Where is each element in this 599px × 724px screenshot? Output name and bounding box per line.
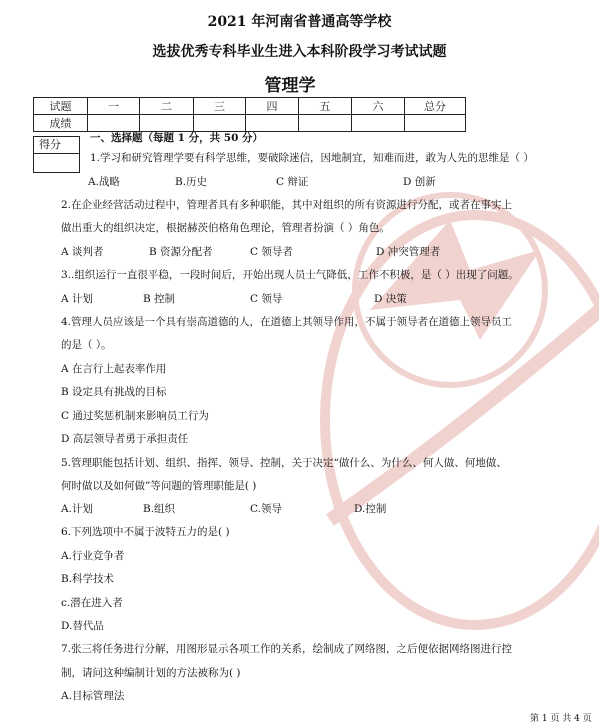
seal-swoosh: [330, 310, 599, 520]
question-5-stem-line2: 何时做以及如何做”等问题的管理职能是( ): [61, 480, 257, 492]
score-header-cell: 试题: [34, 98, 88, 115]
score-header-cell: 总分: [405, 98, 466, 115]
q6-option-c: c.潜在进入者: [61, 597, 123, 609]
score-table: [33, 97, 466, 132]
q4-option-a: A 在言行上起表率作用: [61, 363, 167, 375]
q5-option-b: B.组织: [143, 503, 176, 515]
question-6-stem: 6.下列选项中不属于波特五力的是( ): [61, 526, 230, 538]
q1-option-c: C 辩证: [276, 176, 309, 188]
q6-option-b: B.科学技术: [61, 573, 115, 585]
q2-option-d: D 冲突管理者: [376, 246, 441, 258]
score-header-cell: 一: [88, 98, 140, 115]
q2-option-c: C 领导者: [250, 246, 293, 258]
defen-score-cell: [34, 154, 79, 172]
score-header-cell: 六: [352, 98, 405, 115]
score-cell: [405, 115, 466, 132]
q3-option-a: A 计划: [61, 293, 93, 305]
q1-option-b: B.历史: [175, 176, 208, 188]
q3-option-b: B 控制: [143, 293, 176, 305]
question-4-stem-line1: 4.管理人员应该是一个具有崇高道德的人，在道德上其领导作用，不属于领导者在道德上领导员工: [61, 316, 513, 328]
defen-box: [33, 136, 80, 173]
q6-option-d: D.替代品: [61, 620, 104, 632]
q5-option-a: A.计划: [61, 503, 93, 515]
q5-option-d: D.控制: [354, 503, 387, 515]
score-cell: [299, 115, 352, 132]
question-7-stem-line1: 7.张三将任务进行分解，用图形显示各项工作的关系，绘制成了网络图，之后便依据网络图进行控: [61, 643, 513, 655]
section-heading: 一、选择题（每题 1 分，共 50 分）: [90, 132, 264, 144]
q5-option-c: C.领导: [250, 503, 282, 515]
q4-option-b: B 设定具有挑战的目标: [61, 386, 167, 398]
q1-option-a: A.战略: [88, 176, 120, 188]
question-2-stem-line1: 2.在企业经营活动过程中，管理者具有多种职能，其中对组织的所有资源进行分配，或者在事实上: [61, 199, 513, 211]
q1-option-d: D 创新: [403, 176, 436, 188]
score-table-header-row: [34, 98, 466, 115]
q6-option-a: A.行业竞争者: [61, 550, 125, 562]
question-4-stem-line2: 的是（ ）。: [61, 339, 112, 351]
q3-option-d: D 决策: [374, 293, 407, 305]
q4-option-d: D 高层领导者勇于承担责任: [61, 433, 189, 445]
exam-title-line2: 选拔优秀专科毕业生进入本科阶段学习考试试题: [152, 44, 447, 60]
score-cell: [140, 115, 194, 132]
q3-option-c: C 领导: [250, 293, 283, 305]
score-cell: [194, 115, 246, 132]
score-header-cell: 四: [246, 98, 299, 115]
score-table-score-row: [34, 115, 466, 132]
q2-option-a: A 谈判者: [61, 246, 104, 258]
question-3-stem: 3..组织运行一直很平稳，一段时间后，开始出现人员士气降低，工作不积极，是（ ）出现了问题。: [61, 269, 519, 281]
question-1-stem: 1.学习和研究管理学要有科学思维，要破除迷信，因地制宜，知难而进，敢为人先的思维是（ ）: [90, 152, 534, 164]
score-header-cell: 五: [299, 98, 352, 115]
exam-title-line1: 2021 年河南省普通高等学校: [207, 14, 392, 30]
question-2-stem-line2: 做出重大的组织决定，根据赫茨伯格角色理论，管理者扮演（ ）角色。: [61, 222, 390, 234]
watermark-seal: [300, 190, 599, 630]
defen-label: 得分: [34, 137, 79, 154]
q7-option-a: A.目标管理法: [61, 690, 125, 702]
score-cell: [88, 115, 140, 132]
question-5-stem-line1: 5.管理职能包括计划、组织、指挥、领导、控制，关于决定“做什么、为什么、何人做、何地做、: [61, 457, 507, 469]
score-header-cell: 三: [194, 98, 246, 115]
score-cell: [352, 115, 405, 132]
subject-title: 管理学: [264, 76, 316, 96]
score-cell: [246, 115, 299, 132]
question-7-stem-line2: 制，请问这种编制计划的方法被称为( ): [61, 667, 241, 679]
q4-option-c: C 通过奖惩机制来影响员工行为: [61, 410, 209, 422]
q2-option-b: B 资源分配者: [149, 246, 213, 258]
page-number: 第 1 页 共 4 页: [530, 714, 592, 724]
score-header-cell: 二: [140, 98, 194, 115]
score-row-label: 成绩: [34, 115, 88, 132]
